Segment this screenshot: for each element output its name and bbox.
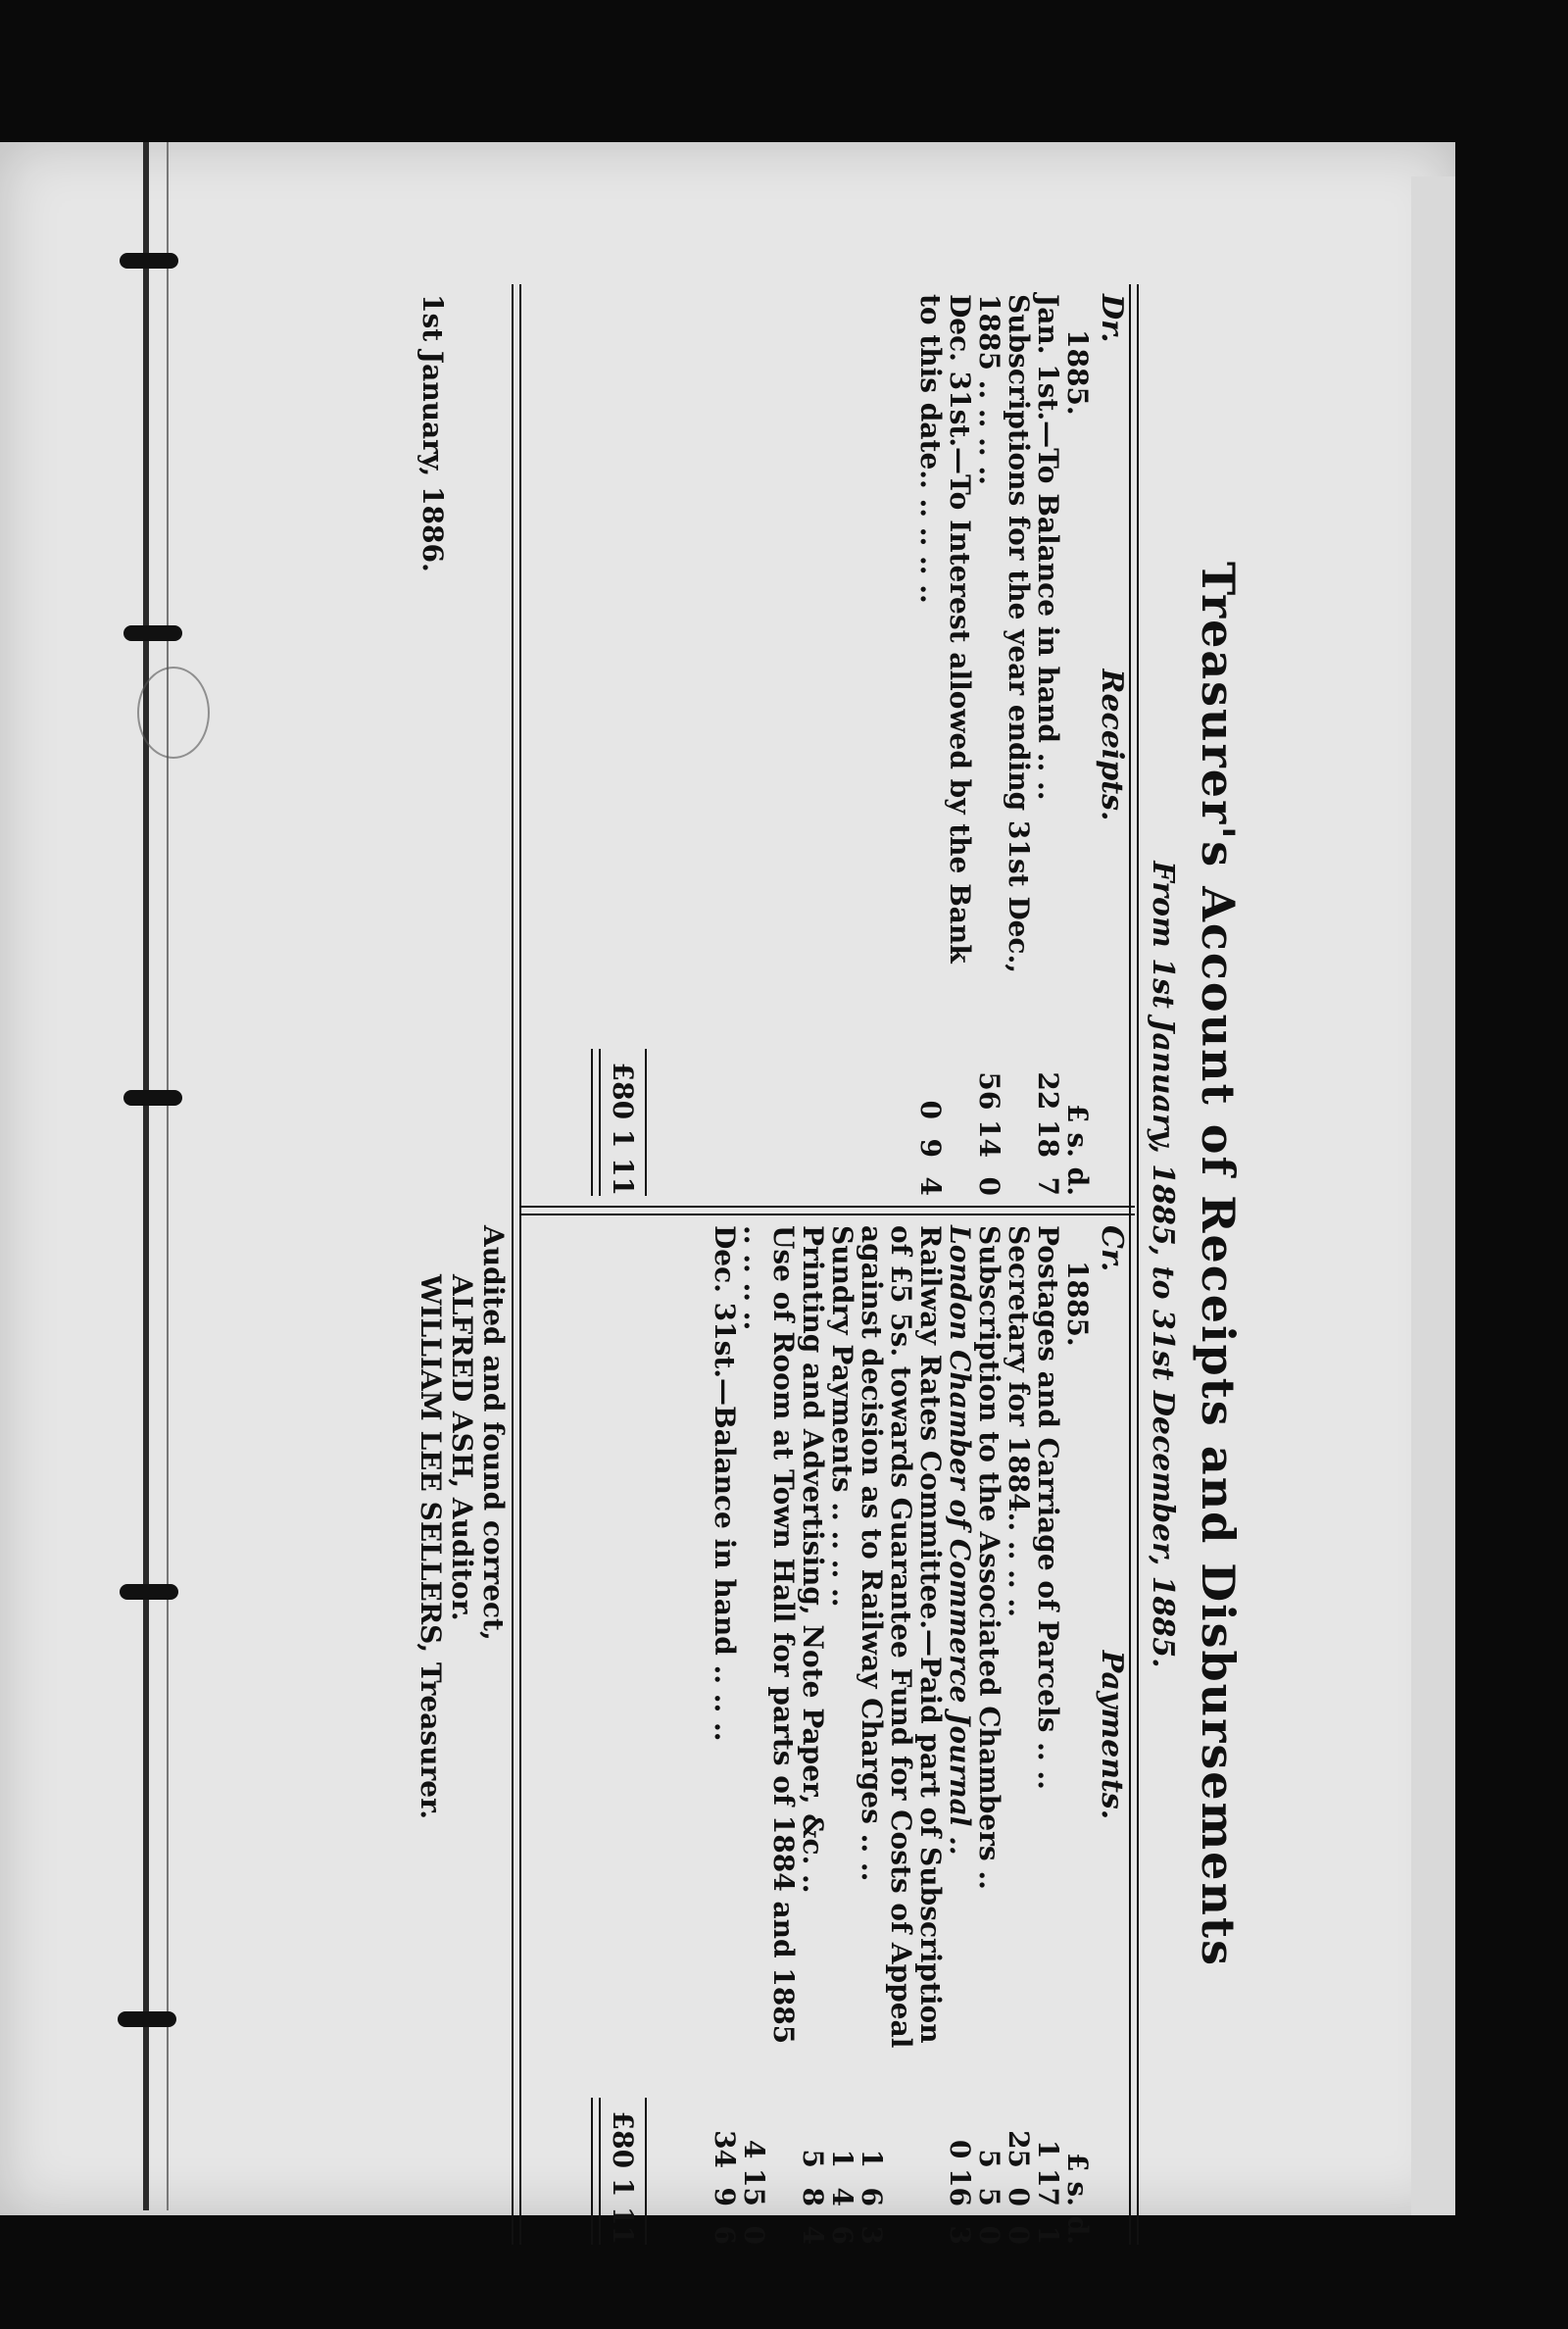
- binding-stitch: [123, 1090, 182, 1106]
- payments-row-description: Printing and Advertising, Note Paper, &c. ..: [797, 1225, 829, 1894]
- payments-row-description: Sundry Payments .. .. .. ..: [826, 1225, 858, 1608]
- auditor-signature: ALFRED ASH, Auditor.: [446, 1274, 478, 1621]
- receipts-rows: [915, 294, 1062, 1196]
- payments-row-description: Dec. 31st.—Balance in hand .. .. ..: [709, 1225, 741, 1742]
- payments-row-amount: 1 4 6: [826, 2149, 858, 2245]
- payments-row-amount: 4 15 0: [738, 2139, 770, 2245]
- payments-row: [974, 1225, 1004, 2245]
- payments-total-value: £80 1 11: [607, 2110, 639, 2245]
- payments-row: [1033, 1225, 1062, 2245]
- payments-year: 1885.: [1061, 1261, 1094, 1347]
- credit-label: Cr.: [1095, 1225, 1129, 1272]
- receipts-total-value: £80 1 11: [607, 1062, 639, 1196]
- audit-statement: Audited and found correct,: [477, 1225, 510, 1641]
- binding-spine: [143, 142, 149, 2210]
- total-rule: [645, 2098, 647, 2245]
- receipts-row-amount: 56 14 0: [973, 1071, 1005, 1196]
- payments-row-description: London Chamber of Commerce Journal ..: [944, 1225, 976, 1856]
- payments-row: [857, 1225, 945, 2245]
- audit-date: 1st January, 1886.: [416, 294, 449, 572]
- total-rule: [599, 2098, 601, 2245]
- account-page: [363, 284, 1245, 2245]
- total-rule: [591, 2098, 593, 2245]
- page-subtitle: From 1st January, 1885, to 31st December, 1885.: [1146, 861, 1180, 1668]
- payments-rows: [710, 1225, 1062, 2245]
- payments-row: [710, 1225, 739, 2245]
- payments-row-amount: 34 9 6: [709, 2130, 741, 2245]
- receipts-row: [1033, 294, 1062, 1196]
- page-title: Treasurer's Account of Receipts and Disbursements: [1192, 561, 1245, 1968]
- binding-stitch: [120, 1584, 178, 1600]
- payments-column: [710, 1225, 1129, 2245]
- payments-row-amount: 0 16 3: [944, 2139, 976, 2245]
- binding-stitch: [120, 253, 178, 269]
- receipts-column: [915, 294, 1129, 1196]
- payments-row-amount: 25 0 0: [1003, 2130, 1035, 2245]
- double-rule-bottom: [512, 284, 521, 2245]
- receipts-row-amount: 22 18 7: [1032, 1071, 1064, 1196]
- receipts-heading: Receipts.: [1095, 669, 1129, 821]
- binding-line: [167, 142, 169, 2210]
- total-rule: [645, 1049, 647, 1196]
- receipts-row-description: Jan. 1st.—To Balance in hand .. ..: [1032, 294, 1064, 801]
- payments-row-description: Subscription to the Associated Chambers ..: [973, 1225, 1005, 1890]
- payments-row-description: Postages and Carriage of Parcels .. ..: [1032, 1225, 1064, 1790]
- payments-header: [1094, 1225, 1129, 2245]
- payments-row-description: Secretary for 1884.. .. .. ..: [1003, 1225, 1035, 1617]
- total-rule: [599, 1049, 601, 1196]
- debit-label: Dr.: [1095, 294, 1129, 343]
- payments-row: [1004, 1225, 1033, 2245]
- payments-row: [827, 1225, 857, 2245]
- payments-total: [591, 2098, 647, 2245]
- payments-row-amount: 5 8 4: [797, 2149, 829, 2245]
- receipts-year: 1885.: [1061, 329, 1094, 416]
- column-divider: [519, 1206, 1135, 1215]
- payments-heading: Payments.: [1095, 1650, 1129, 1820]
- payments-row: [945, 1225, 974, 2245]
- receipts-amount-header: £ s. d.: [1061, 1104, 1094, 1196]
- payments-row-description: Use of Room at Town Hall for parts of 1884 and 1885 .. .. .. ..: [738, 1225, 800, 2045]
- paper-edge: [1411, 176, 1455, 2215]
- binding-stitch: [123, 625, 182, 641]
- payments-row: [739, 1225, 798, 2245]
- double-rule-top: [1129, 284, 1139, 2245]
- payments-row-amount: 1 6 3: [856, 2149, 888, 2245]
- treasurer-signature: WILLIAM LEE SELLERS, Treasurer.: [415, 1274, 447, 1819]
- receipts-row-description: Dec. 31st.—To Interest allowed by the Bank to this date.. .. .. .. ..: [914, 294, 976, 964]
- receipts-row-description: Subscriptions for the year ending 31st Dec., 1885 .. .. .. ..: [973, 294, 1035, 973]
- receipts-header: [1094, 294, 1129, 1196]
- receipts-row: [915, 294, 974, 1196]
- payments-amount-header: £ s. d.: [1061, 2153, 1094, 2245]
- payments-row-amount: 5 5 0: [973, 2149, 1005, 2245]
- payments-row: [798, 1225, 827, 2245]
- receipts-total: [591, 1049, 647, 1196]
- binding-stitch: [118, 2011, 176, 2027]
- payments-row-description: Railway Rates Committee.—Paid part of Subscription of £5 5s. towards Guarantee Fund for Costs of Appeal against decision as to Railway Charges .. ..: [856, 1225, 947, 2049]
- receipts-row-amount: 0 9 4: [914, 1100, 947, 1196]
- total-rule: [591, 1049, 593, 1196]
- pencil-mark: [137, 667, 210, 759]
- receipts-row: [974, 294, 1033, 1196]
- payments-row-amount: 1 17 1: [1032, 2139, 1064, 2245]
